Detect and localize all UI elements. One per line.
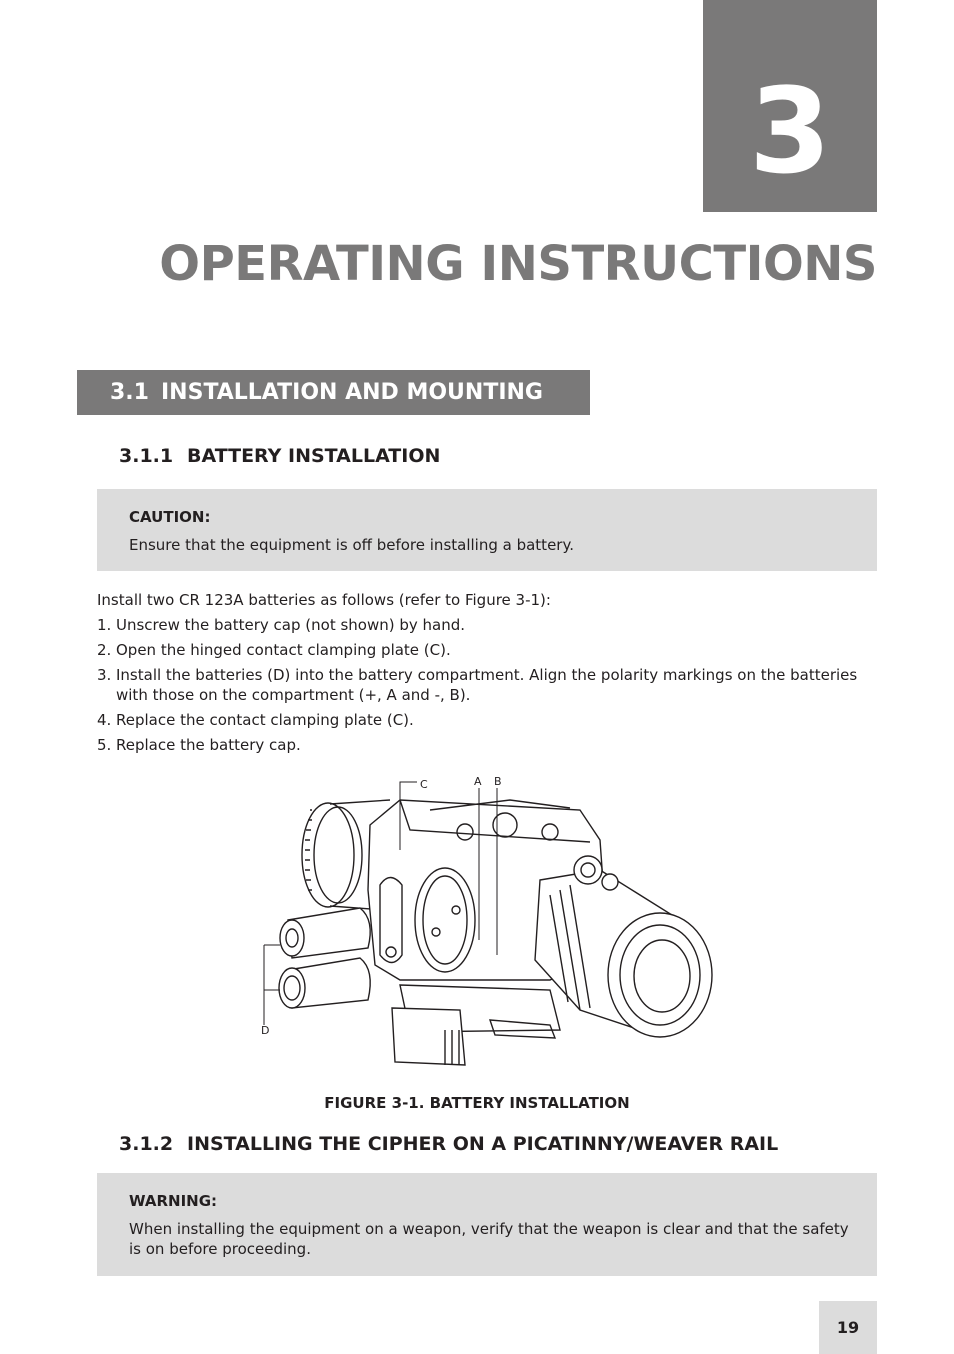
step-number: 1. xyxy=(97,616,112,634)
step-text: Unscrew the battery cap (not shown) by hand. xyxy=(116,616,466,634)
section-title: INSTALLATION AND MOUNTING xyxy=(161,380,543,405)
subsection-title: BATTERY INSTALLATION xyxy=(187,445,441,467)
caution-label: CAUTION: xyxy=(129,508,211,526)
step-number: 3. xyxy=(97,666,112,684)
subsection-number: 3.1.1 xyxy=(119,445,174,467)
step-text: Replace the battery cap. xyxy=(116,736,301,754)
callout-b: B xyxy=(494,775,502,788)
step-number: 4. xyxy=(97,711,112,729)
list-item xyxy=(97,615,882,635)
chapter-number: 3 xyxy=(748,62,832,200)
section-heading xyxy=(77,370,590,415)
eyepiece-ring xyxy=(302,803,354,907)
step-text: Open the hinged contact clamping plate (C). xyxy=(116,641,451,659)
warning-box xyxy=(97,1173,877,1276)
list-item xyxy=(97,665,882,705)
step-text: Install the batteries (D) into the battery compartment. Align the polarity markings on the batteries with those on the compartment (+, A and -, B). xyxy=(116,666,858,704)
caution-text: Ensure that the equipment is off before installing a battery. xyxy=(129,536,574,554)
clamping-plate xyxy=(380,878,402,963)
battery-compartment xyxy=(415,868,475,972)
page-number-box xyxy=(819,1301,877,1354)
step-number: 2. xyxy=(97,641,112,659)
subsection-heading-rail xyxy=(119,1133,778,1155)
intro-text: Install two CR 123A batteries as follows (refer to Figure 3-1): xyxy=(97,591,551,609)
callout-a: A xyxy=(474,775,482,788)
callout-c: C xyxy=(420,778,428,791)
warning-label: WARNING: xyxy=(129,1192,218,1210)
chapter-title: OPERATING INSTRUCTIONS xyxy=(159,236,877,292)
caution-box xyxy=(97,489,877,571)
throw-lever xyxy=(392,1008,465,1065)
list-item xyxy=(97,735,882,755)
steps-list xyxy=(97,615,882,755)
subsection-heading-battery xyxy=(119,445,440,467)
subsection-title: INSTALLING THE CIPHER ON A PICATINNY/WEAVER RAIL xyxy=(187,1133,779,1155)
subsection-number: 3.1.2 xyxy=(119,1133,174,1155)
battery-installation-figure xyxy=(250,770,730,1075)
step-text: Replace the contact clamping plate (C). xyxy=(116,711,414,729)
chapter-number-box xyxy=(703,0,877,212)
objective-lens-ring xyxy=(608,913,712,1037)
warning-text: When installing the equipment on a weapon, verify that the weapon is clear and that the safety is on before proceeding. xyxy=(129,1220,849,1258)
callout-d: D xyxy=(261,1024,270,1037)
list-item xyxy=(97,710,882,730)
page-number: 19 xyxy=(836,1318,860,1337)
section-number: 3.1 xyxy=(110,380,149,405)
figure-caption: FIGURE 3-1. BATTERY INSTALLATION xyxy=(324,1094,630,1112)
step-number: 5. xyxy=(97,736,112,754)
instructions-body xyxy=(97,590,882,760)
list-item xyxy=(97,640,882,660)
